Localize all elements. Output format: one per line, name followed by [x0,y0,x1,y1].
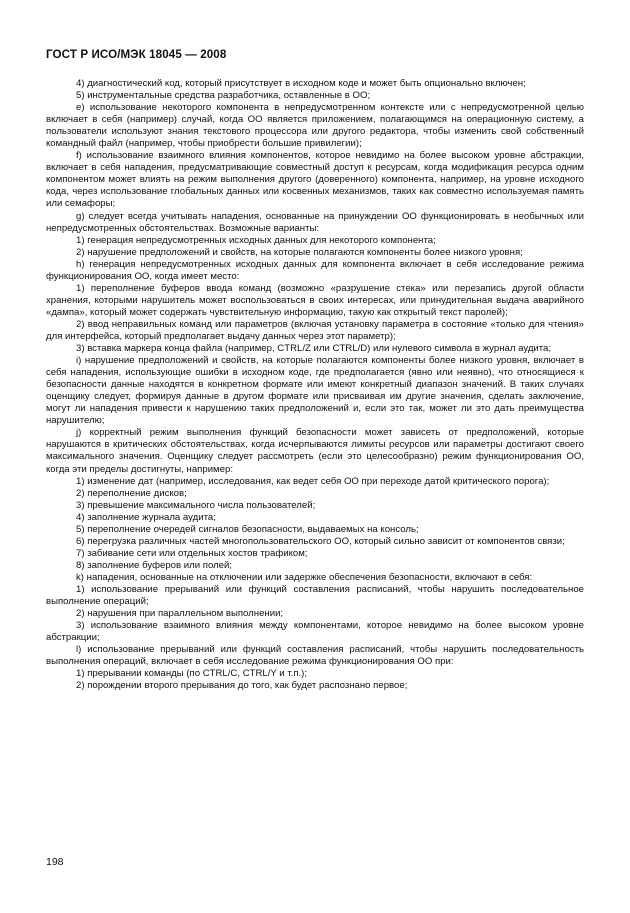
paragraph: g) следует всегда учитывать нападения, основанные на принуждении ОО функционировать в необычных или непредусмотренных обстоятельствах. Возможные варианты: [46,210,584,234]
paragraph: 5) инструментальные средства разработчика, оставленные в ОО; [76,90,371,102]
body-text [46,78,584,692]
paragraph: e) использование некоторого компонента в непредусмотренном контексте или с непредусмотренной целью включает в себя (например) случай, когда ОО является приложением, полагающимся на операционную систему, а пользователи используют знания текстового процессора или другого редактора, чтобы изменить свой собственный командный файл (например, чтобы приобрести большие привилегии); [46,102,584,150]
paragraph: j) корректный режим выполнения функций безопасности может зависеть от предположений, которые нарушаются в критических обстоятельствах, когда исчерпываются лимиты ресурсов или параметры достигают своего максимального значения. Оценщику следует рассмотреть (если это целесообразно) режим функционирования ОО, когда эти пределы достигнуты, например: [46,427,584,475]
paragraph: l) использование прерываний или функций составления расписаний, чтобы нарушить последовательность выполнения операций, включает в себя исследование режима функционирования ОО при: [46,644,584,668]
paragraph: 2) порождении второго прерывания до того, как будет распознано первое; [76,680,408,692]
paragraph: 1) генерация непредусмотренных исходных данных для некоторого компонента; [76,234,436,246]
paragraph: i) нарушение предположений и свойств, на которые полагаются компоненты более низкого уровня, включает в себя нападения, использующие ошибки в исходном коде, где предполагается (явно или неявно), что относящиеся к безопасности данные находятся в конкретном формате или имеют конкретный диапазон значений. В таких случаях оценщику следует, формируя данные в другом формате или присваивая им другие значения, сделать заключение, могут ли нападения привести к нарушению таких предположений и, если это так, может ли это дать преимущества нарушителю; [46,355,584,427]
paragraph: 1) переполнение буферов ввода команд (возможно «разрушение стека» или перезапись другой области хранения, которыми нарушитель может воспользоваться в своих интересах, или принудительная выдача аварийного «дампа», который может содержать чувствительную информацию, такую как открытый текст паролей); [46,282,584,318]
paragraph: 1) использование прерываний или функций составления расписаний, чтобы нарушить последовательное выполнение операций; [46,583,584,608]
paragraph: 1) прерывании команды (по CTRL/C, CTRL/Y и т.п.); [76,668,308,680]
paragraph: 2) переполнение дисков; [76,487,187,499]
paragraph: 3) превышение максимального числа пользователей; [76,499,316,511]
paragraph: 8) заполнение буферов или полей; [76,559,233,571]
paragraph: 4) заполнение журнала аудита; [76,511,216,523]
paragraph: h) генерация непредусмотренных исходных данных для компонента включает в себя исследование режима функционирования ОО, когда имеет место: [46,258,584,282]
standard-header: ГОСТ Р ИСО/МЭК 18045 — 2008 [46,48,227,61]
paragraph: 2) нарушения при параллельном выполнении; [76,608,284,620]
paragraph: 2) ввод неправильных команд или параметров (включая установку параметра в состояние «только для чтения» для интерфейса, который предполагает выдачу данных через этот параметр); [46,318,584,342]
paragraph: 3) использование взаимного влияния между компонентами, которое невидимо на более высоком уровне абстракции; [46,620,584,644]
paragraph: 4) диагностический код, который присутствует в исходном коде и может быть опционально включен; [76,78,526,89]
paragraph: 5) переполнение очередей сигналов безопасности, выдаваемых на консоль; [76,523,419,535]
paragraph: k) нападения, основанные на отключении или задержке обеспечения безопасности, включают в себя: [76,571,533,583]
paragraph: 2) нарушение предположений и свойств, на которые полагаются компоненты более низкого уровня; [76,246,523,258]
paragraph: 1) изменение дат (например, исследования, как ведет себя ОО при переходе датой критического порога); [76,475,550,487]
paragraph: 7) забивание сети или отдельных хостов трафиком; [76,547,308,559]
page-number: 198 [46,856,64,868]
paragraph: 3) вставка маркера конца файла (например, CTRL/Z или CTRL/D) или нулевого символа в журнал аудита; [76,343,552,355]
paragraph: 6) перегрузка различных частей многопользовательского ОО, который сильно зависит от компонентов связи; [76,535,565,547]
paragraph: f) использование взаимного влияния компонентов, которое невидимо на более высоком уровне абстракции, включает в себя нападения, предусматривающие совместный доступ к ресурсам, когда модификация ресурса одним компонентом может влиять на режим выполнения другого (доверенного) компонента, например, на уровне исходного кода, через использование глобальных данных или косвенных механизмов, таких как совместно используемая память или семафоры; [46,150,584,210]
